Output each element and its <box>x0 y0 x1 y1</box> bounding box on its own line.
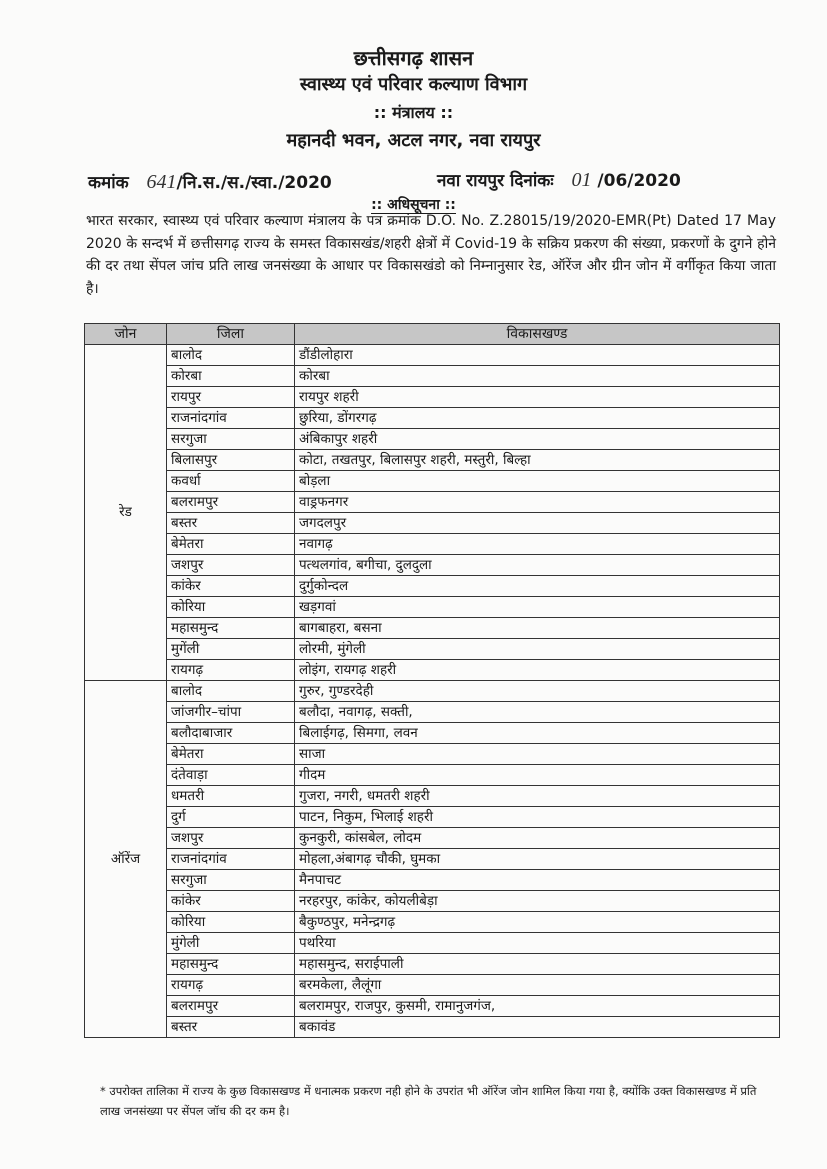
table-row <box>85 471 780 492</box>
order-date-line <box>437 168 681 192</box>
table-row <box>85 618 780 639</box>
table-row <box>85 597 780 618</box>
header-zone: जोन <box>85 324 167 345</box>
table-row <box>85 828 780 849</box>
table-row <box>85 933 780 954</box>
block-cell: गीदम <box>295 765 780 786</box>
header-address: महानदी भवन, अटल नगर, नवा रायपुर <box>286 130 541 151</box>
district-cell: बेमेतरा <box>167 534 295 555</box>
block-cell: गुरुर, गुण्डरदेही <box>295 681 780 702</box>
block-cell: बागबाहरा, बसना <box>295 618 780 639</box>
table-row <box>85 723 780 744</box>
order-suffix: /नि.स./स./स्वा./2020 <box>176 173 332 193</box>
table-row <box>85 387 780 408</box>
district-cell: कवर्धा <box>167 471 295 492</box>
block-cell: लोरमी, मुंगेली <box>295 639 780 660</box>
table-row <box>85 576 780 597</box>
district-cell: जांजगीर–चांपा <box>167 702 295 723</box>
district-cell: कोरिया <box>167 912 295 933</box>
table-row <box>85 1017 780 1038</box>
block-cell: कोरबा <box>295 366 780 387</box>
district-cell: मुंगेली <box>167 933 295 954</box>
district-cell: धमतरी <box>167 786 295 807</box>
district-cell: बस्तर <box>167 513 295 534</box>
table-row <box>85 366 780 387</box>
block-cell: बलौदा, नवागढ़, सक्ती, <box>295 702 780 723</box>
district-cell: कांकेर <box>167 891 295 912</box>
table-row <box>85 744 780 765</box>
district-cell: रायपुर <box>167 387 295 408</box>
district-cell: कोरबा <box>167 366 295 387</box>
table-row <box>85 408 780 429</box>
order-number: 641 <box>146 171 177 193</box>
block-cell: पथरिया <box>295 933 780 954</box>
district-cell: कांकेर <box>167 576 295 597</box>
district-cell: दंतेवाड़ा <box>167 765 295 786</box>
district-cell: बालोद <box>167 681 295 702</box>
table-row <box>85 513 780 534</box>
district-cell: मुगेंली <box>167 639 295 660</box>
date-rest: /06/2020 <box>597 171 681 191</box>
table-row <box>85 996 780 1017</box>
table-row <box>85 975 780 996</box>
table-header-row <box>85 324 780 345</box>
block-cell: दुर्गुकोन्दल <box>295 576 780 597</box>
block-cell: कुनकुरी, कांसबेल, लोदम <box>295 828 780 849</box>
block-cell: बिलाईगढ़, सिमगा, लवन <box>295 723 780 744</box>
table-row <box>85 912 780 933</box>
district-cell: रायगढ़ <box>167 975 295 996</box>
block-cell: पत्थलगांव, बगीचा, दुलदुला <box>295 555 780 576</box>
table-row <box>85 555 780 576</box>
block-cell: बैकुण्ठपुर, मनेन्द्रगढ़ <box>295 912 780 933</box>
notification-body: भारत सरकार, स्वास्थ्य एवं परिवार कल्याण मंत्रालय के पत्र क्रमांक D.O. No. Z.28015/19/2020-EMR(Pt) Dated 17 May 2020 के सन्दर्भ में छत्तीसगढ़ राज्य के समस्त विकासखंड/शहरी क्षेत्रों में Covid-19 के सक्रिय प्रकरण की संख्या, प्रकरणों के दुगने होने की दर तथा सेंपल जांच प्रति लाख जनसंख्या के आधार पर विकासखंडो को निम्नानुसार रेड, ऑरेंज और ग्रीन जोन में वर्गीकृत किया जाता है। <box>86 213 776 297</box>
table-row <box>85 786 780 807</box>
table-row <box>85 765 780 786</box>
block-cell: साजा <box>295 744 780 765</box>
district-cell: जशपुर <box>167 828 295 849</box>
district-cell: बेमेतरा <box>167 744 295 765</box>
header-district: जिला <box>167 324 295 345</box>
table-row <box>85 660 780 681</box>
table-row <box>85 345 780 366</box>
block-cell: अंबिकापुर शहरी <box>295 429 780 450</box>
block-cell: डौंडीलोहारा <box>295 345 780 366</box>
date-label: नवा रायपुर दिनांकः <box>437 171 554 191</box>
table-row <box>85 849 780 870</box>
table-row <box>85 534 780 555</box>
block-cell: बकावंड <box>295 1017 780 1038</box>
block-cell: रायपुर शहरी <box>295 387 780 408</box>
order-prefix: कमांक <box>88 173 129 193</box>
district-cell: बलरामपुर <box>167 492 295 513</box>
table-row <box>85 807 780 828</box>
block-cell: जगदलपुर <box>295 513 780 534</box>
district-cell: कोरिया <box>167 597 295 618</box>
table-row <box>85 681 780 702</box>
district-cell: दुर्ग <box>167 807 295 828</box>
district-cell: महासमुन्द <box>167 618 295 639</box>
district-cell: बलौदाबाजार <box>167 723 295 744</box>
block-cell: नरहरपुर, कांकेर, कोयलीबेड़ा <box>295 891 780 912</box>
table-row <box>85 639 780 660</box>
district-cell: बस्तर <box>167 1017 295 1038</box>
district-cell: बलरामपुर <box>167 996 295 1017</box>
district-cell: महासमुन्द <box>167 954 295 975</box>
block-cell: गुजरा, नगरी, धमतरी शहरी <box>295 786 780 807</box>
district-cell: जशपुर <box>167 555 295 576</box>
table-row <box>85 429 780 450</box>
zone-cell: ऑरेंज <box>85 681 167 1038</box>
notification-title: :: अधिसूचना :: <box>371 197 456 213</box>
block-cell: खड़गवां <box>295 597 780 618</box>
table-row <box>85 492 780 513</box>
block-cell: बरमकेला, लैलूंगा <box>295 975 780 996</box>
block-cell: मैनपाचट <box>295 870 780 891</box>
district-cell: रायगढ़ <box>167 660 295 681</box>
block-cell: पाटन, निकुम, भिलाई शहरी <box>295 807 780 828</box>
header-ministry: :: मंत्रालय :: <box>373 103 454 122</box>
block-cell: बोड़ला <box>295 471 780 492</box>
date-day: 01 <box>571 169 592 191</box>
header-government: छत्तीसगढ़ शासन <box>353 46 474 70</box>
table-row <box>85 954 780 975</box>
footnote: * उपरोक्त तालिका में राज्य के कुछ विकासखण्ड में धनात्मक प्रकरण नही होने के उपरांत भी ऑरेंज जोन शामिल किया गया है, क्योंकि उक्त विकासखण्ड में प्रति लाख जनसंख्या पर सेंपल जॉच की दर कम है। <box>100 1084 757 1118</box>
block-cell: वाड्रफनगर <box>295 492 780 513</box>
block-cell: छुरिया, डोंगरगढ़ <box>295 408 780 429</box>
district-cell: सरगुजा <box>167 870 295 891</box>
order-number-line <box>88 170 332 194</box>
block-cell: बलरामपुर, राजपुर, कुसमी, रामानुजगंज, <box>295 996 780 1017</box>
block-cell: कोटा, तखतपुर, बिलासपुर शहरी, मस्तुरी, बिल्हा <box>295 450 780 471</box>
district-cell: राजनांदगांव <box>167 408 295 429</box>
block-cell: मोहला,अंबागढ़ चौकी, घुमका <box>295 849 780 870</box>
district-cell: सरगुजा <box>167 429 295 450</box>
table-row <box>85 450 780 471</box>
zone-cell: रेड <box>85 345 167 681</box>
district-cell: बिलासपुर <box>167 450 295 471</box>
header-department: स्वास्थ्य एवं परिवार कल्याण विभाग <box>299 74 528 95</box>
block-cell: महासमुन्द, सराईपाली <box>295 954 780 975</box>
district-cell: बालोद <box>167 345 295 366</box>
block-cell: लोइंग, रायगढ़ शहरी <box>295 660 780 681</box>
table-row <box>85 870 780 891</box>
table-row <box>85 702 780 723</box>
header-block: विकासखण्ड <box>295 324 780 345</box>
zone-table <box>84 323 780 1038</box>
block-cell: नवागढ़ <box>295 534 780 555</box>
district-cell: राजनांदगांव <box>167 849 295 870</box>
table-row <box>85 891 780 912</box>
